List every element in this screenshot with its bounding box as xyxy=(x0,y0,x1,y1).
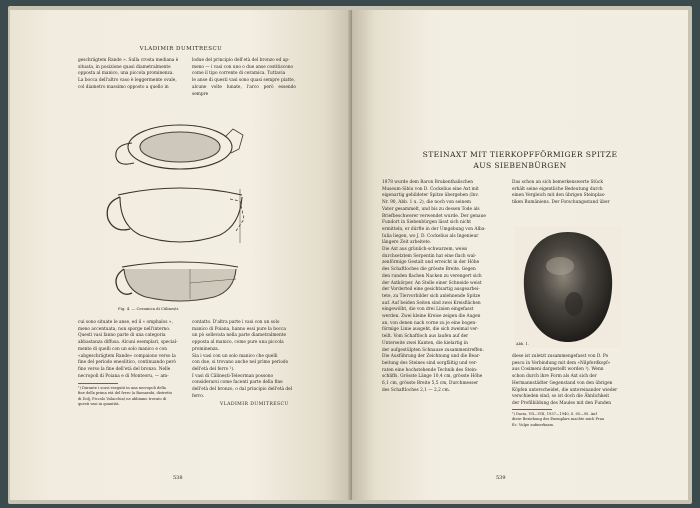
text-line: Das schon an sich bemerkenswerte Stück xyxy=(512,180,603,185)
right-col1-text xyxy=(382,180,506,395)
left-page xyxy=(10,10,352,500)
text-line: Die Axt aus grünlich-schwarzem, weiss xyxy=(382,247,468,253)
text-line: le anse di questi vasi sono quasi sempre piatte, xyxy=(192,78,296,84)
page-number: 538 xyxy=(173,475,183,481)
text-line: opposta al manico, una piccola prominenza. xyxy=(78,71,174,77)
text-line: pescu in Verbindung mit dem «Nilpferdkopf» xyxy=(512,360,611,366)
stone-axe-photo xyxy=(514,226,622,348)
right-footnote xyxy=(512,412,632,428)
text-line: längere Zeit arbeitete. xyxy=(382,240,432,246)
text-line: Vater gesammelt, und bis zu dessen Tode als xyxy=(382,206,480,212)
text-line: Die Ausführung der Zeichnung und die Bear- xyxy=(382,354,481,360)
page-number: 539 xyxy=(496,475,506,481)
text-line: tiken Rumäniens. Der Forschungsstand über xyxy=(512,200,610,206)
text-line: meno — i vasi con uno o due anse costitiscono xyxy=(192,64,294,70)
text-line: come il tipo corrente di ceramica. Tuttavia xyxy=(192,71,286,77)
footnote-line: di Dolj, Piccolo Valacchia) ne abbiamo trovato di xyxy=(78,396,167,401)
footnote-rule xyxy=(78,383,118,384)
right-col2-bottom-text xyxy=(512,354,632,408)
text-line: 6,1 cm, grösste Breite 5,5 cm, Durchmesser xyxy=(382,381,479,387)
text-line: förmige Linie ausgeht, die sich zweimal ver- xyxy=(382,327,479,333)
pottery-figure-drawing xyxy=(80,117,280,317)
text-line: verschieden sind, so ist doch die Ähnlichkeit xyxy=(512,394,610,400)
text-line: einen Vergleich mit den übrigen Steinplas- xyxy=(512,193,606,199)
left-col1-bottom-text xyxy=(78,320,182,380)
text-line: alcune volte lunate, l'arco però essendo sempre xyxy=(192,84,296,97)
photo-caption: Abb. 1. xyxy=(516,342,529,346)
text-line: contatto. D'altra parte i vasi con un solo xyxy=(192,320,280,325)
text-line: opposta al manico, come pure una piccola xyxy=(192,340,284,346)
right-page xyxy=(352,10,688,500)
text-line: abbastanza diffusa. Alcuni esemplari, special- xyxy=(78,340,178,346)
left-col1-top-text xyxy=(78,58,182,92)
footnote-line: Ec. Vulpe aufmerksam. xyxy=(512,422,555,427)
text-line: Hermannstädter Gegenstand von den übrigen xyxy=(512,380,613,386)
footnote-line: fine della prima età del ferro (a Bassarabi, distretto xyxy=(78,391,173,396)
text-line: manico di Poiana, hanno essi pure la bocca xyxy=(192,326,286,332)
footnote-line: ¹) Durante i scavi eseguiti in una necropoli della xyxy=(78,386,166,390)
text-line: situata, in posizione quasi diametralmente xyxy=(78,64,171,70)
footnote-line: diese Beziehung des Exemplars machte mich Frau xyxy=(512,417,605,422)
text-line: Unterseite zwei Kanten, die kielartig in xyxy=(382,340,468,346)
text-line: Briefbeschwerer verwendet wurde. Der genaue xyxy=(382,213,486,219)
left-col2-bottom-text xyxy=(192,320,296,400)
text-line: Sia i vasi con un solo manico che quelli xyxy=(192,353,278,359)
left-col2-top-text xyxy=(192,58,296,98)
text-line: beitung des Steines sind sorgfältig und ver- xyxy=(382,360,478,366)
right-col2-top-text xyxy=(512,180,628,207)
text-line: ermitteln, er dürfte in der Umgebung von Alba- xyxy=(382,226,486,232)
text-line: Museum-Sibiu von D. Cockelius eine Axt mit xyxy=(382,186,479,192)
footnote-rule xyxy=(512,409,552,410)
text-line: Iulia liegen, wo J. D. Cockelius als Ingenieur xyxy=(382,233,479,239)
text-line: fino verso la fine dell'età del bronzo. Nelle xyxy=(78,366,171,372)
text-line: col diametro massimo opposto a quello in xyxy=(78,84,169,90)
text-line: un pò sollevata nella parte diametralmente xyxy=(192,333,286,339)
text-line: geschrägtem Rande ». Sulla crosta mediana è xyxy=(78,58,179,63)
text-line: an, von denen nach vorne zu je eine bogen- xyxy=(382,320,477,326)
text-line: der Profilbildung des Maules mit den Funden xyxy=(512,400,612,406)
text-line: Questi vasi fanno parte di una categoria xyxy=(78,333,166,339)
article-title-line1: STEINAXT MIT TIERKOPFFÖRMIGER SPITZE xyxy=(422,150,618,159)
text-line: werden. Zwei kleine Kreise zeigen die Augen xyxy=(382,314,481,320)
footnote-line: questi vasi in quantità. xyxy=(78,402,120,407)
text-line: lodue del principio dell'età del bronzo ed ap- xyxy=(192,58,290,63)
text-line: eigenartig gebildeter Spitze übergeben (Inv. xyxy=(382,193,479,199)
text-line: considerarsi come facenti parte della fine xyxy=(192,380,283,386)
text-line: der Axtkörper. An Stelle einer Schneide weist xyxy=(382,280,482,286)
figure-caption: Fig. 4. — Ceramica di Călinești. xyxy=(118,306,180,311)
text-line: ferro. xyxy=(192,393,205,399)
footnote-line: ¹) Dacia, VII—VIII, 1937—1940, S. 85—95. Auf xyxy=(512,412,597,416)
text-line: Köpfen unterscheidet, die untereinander wieder xyxy=(512,387,618,393)
text-line: durchsetztem Serpentin hat eine flach wal- xyxy=(382,253,477,259)
text-line: schon durch ihre Form als Axt sich der xyxy=(512,374,597,380)
text-line: diese ist zuletzt zusammengefasst von D. Po xyxy=(512,354,609,359)
text-line: des Schaftloches die grösste Breite. Gegen xyxy=(382,267,476,273)
text-line: dell'età del bronzo, o dal principio dell'età del xyxy=(192,387,293,393)
text-line: erhält seine eigentliche Bedeutung durch xyxy=(512,186,603,192)
text-line: Fundort in Siebenbürgen lässt sich nicht xyxy=(382,220,472,226)
text-line: des Schaftloches 2,1 — 2,2 cm. xyxy=(382,387,451,393)
text-line: Nr. 90, Abb. 1 u. 2), die noch von seinem xyxy=(382,200,471,206)
text-line: cui sono situate le anse, ed il « omphalos », xyxy=(78,320,173,325)
text-line: La bocca dell'altro vaso è leggermente ovale, xyxy=(78,78,177,84)
text-line: schliffs. Grösste Länge 10,4 cm, grösste Höhe xyxy=(382,374,483,380)
text-line: con due, si trovano anche nel primo periodo xyxy=(192,360,289,366)
article-title-line2: AUS SIEBENBÜRGEN xyxy=(473,161,567,170)
text-line: meno accentuata, non sporge nell'interno. xyxy=(78,326,171,332)
text-line: den runden flachen Nacken zu verengert sich xyxy=(382,273,482,279)
text-line: aus Cosimeni dargestellt worden ¹). Wenn xyxy=(512,367,604,373)
text-line: mente di quelli con un solo manico e con xyxy=(78,346,168,352)
text-line: der Vorderteil eine gesichtsartig ausgearbei- xyxy=(382,287,480,293)
running-head: VLADIMIR DUMITRESCU xyxy=(139,46,223,52)
left-footnote xyxy=(78,386,182,408)
text-line: eingewölbt, die von drei Linien eingefasst xyxy=(382,307,474,313)
text-line: tete, zu Tiervorbilder sich anlehnende Spitze xyxy=(382,293,481,299)
text-line: dell'età del ferro ¹). xyxy=(192,366,235,372)
text-line: zenförmige Gestalt und erreicht in der Höhe xyxy=(382,260,480,266)
text-line: necropoli di Poiana e di Monteoru, — am- xyxy=(78,373,169,379)
author-signature: VLADIMIR DUMITRESCU xyxy=(220,402,289,407)
text-line: der aufgestülpten Schnauze zusammentreffen. xyxy=(382,347,484,353)
text-line: raten eine hochstehende Technik des Stein- xyxy=(382,367,478,373)
text-line: teilt. Vom Schaftloch aus laufen auf der xyxy=(382,334,469,340)
text-line: 1878 wurde dem Baron Brukenthalischen xyxy=(382,180,474,185)
text-line: «abgeschrägtem Rande» compaiono verso la xyxy=(78,353,176,359)
text-line: fine del periodo eneolitico, continuando però xyxy=(78,360,176,366)
text-line: prominenza. xyxy=(192,346,220,352)
text-line: I vasi di Călinești-Teleorman possono xyxy=(192,373,274,379)
text-line: auf. Auf beiden Seiten sind zwei Kreisflächen xyxy=(382,300,481,306)
